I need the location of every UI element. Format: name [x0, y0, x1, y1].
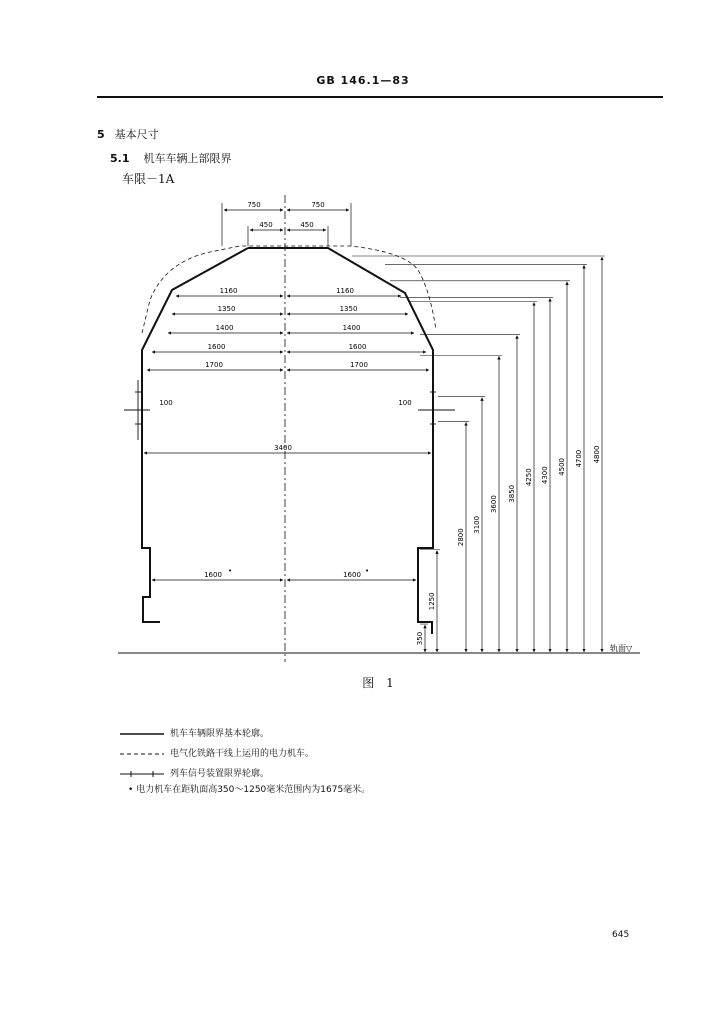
low-width-note-mark-left: • [228, 567, 233, 575]
figure-caption: 图 1 [362, 676, 398, 690]
height-label: 350 [416, 631, 424, 646]
signal-contour [124, 380, 455, 440]
height-label: 3600 [490, 495, 498, 514]
height-label: 3850 [508, 484, 516, 503]
half-width-right-label: 1600 [348, 343, 367, 351]
dim-top-outer-left: 750 [247, 201, 261, 209]
half-width-right-label: 1400 [342, 324, 361, 332]
half-width-left-label: 1600 [207, 343, 226, 351]
footnote-marker: • [128, 785, 134, 795]
legend-cross-line [120, 770, 164, 778]
document-header: GB 146.1—83 [316, 74, 410, 87]
legend-item-dashed [120, 746, 314, 759]
electric-loco-outline [142, 246, 436, 333]
legend-text-solid: 机车车辆限界基本轮廓。 [170, 729, 270, 739]
height-label: 3100 [473, 515, 481, 534]
section-title: 基本尺寸 [114, 128, 159, 141]
legend-text-cross: 列车信号装置限界轮廓。 [170, 769, 270, 779]
signal-offset-left: 100 [159, 399, 173, 407]
page-number: 645 [612, 930, 630, 940]
footnote [128, 782, 370, 795]
footnote-text: 电力机车在距轨面高350～1250毫米范围内为1675毫米。 [136, 785, 371, 795]
legend-text-dashed: 电气化铁路干线上运用的电力机车。 [170, 749, 315, 759]
height-label: 4500 [558, 457, 566, 476]
half-width-right-label: 1700 [350, 361, 368, 369]
height-label: 4300 [541, 466, 549, 485]
rail-label: 轨面▽ [610, 644, 633, 653]
section-number: 5 [97, 128, 105, 141]
basic-contour [142, 248, 433, 634]
height-label: 4250 [525, 468, 533, 487]
half-width-right-label: 1160 [336, 287, 354, 295]
dim-full-width: 3400 [274, 444, 292, 452]
legend-solid-line [120, 731, 164, 737]
height-label: 4800 [593, 445, 601, 464]
half-width-dimensions [147, 287, 429, 370]
dim-low-left: 1600 [204, 571, 222, 579]
subsection-number: 5.1 [110, 152, 130, 165]
half-width-left-label: 1400 [215, 324, 234, 332]
subsection-title: 机车车辆上部限界 [143, 152, 232, 165]
low-width-note-mark-right: • [365, 567, 370, 575]
dim-top-outer-right: 750 [311, 201, 325, 209]
dim-top-inner-right: 450 [300, 221, 314, 229]
half-width-left-label: 1160 [219, 287, 238, 295]
signal-offset-right: 100 [398, 399, 412, 407]
gauge-class-label: 车限－1A [122, 172, 175, 186]
legend-item-solid [120, 726, 269, 739]
height-label: 2800 [457, 528, 465, 547]
height-dimensions [352, 256, 605, 652]
height-label: 1250 [428, 592, 436, 611]
half-width-right-label: 1350 [339, 305, 358, 313]
half-width-left-label: 1700 [205, 361, 223, 369]
legend-dashed-line [120, 751, 164, 757]
half-width-left-label: 1350 [217, 305, 236, 313]
height-label: 4700 [575, 449, 583, 468]
legend-item-cross [120, 766, 269, 779]
dim-top-inner-left: 450 [259, 221, 273, 229]
dim-low-right: 1600 [343, 571, 361, 579]
